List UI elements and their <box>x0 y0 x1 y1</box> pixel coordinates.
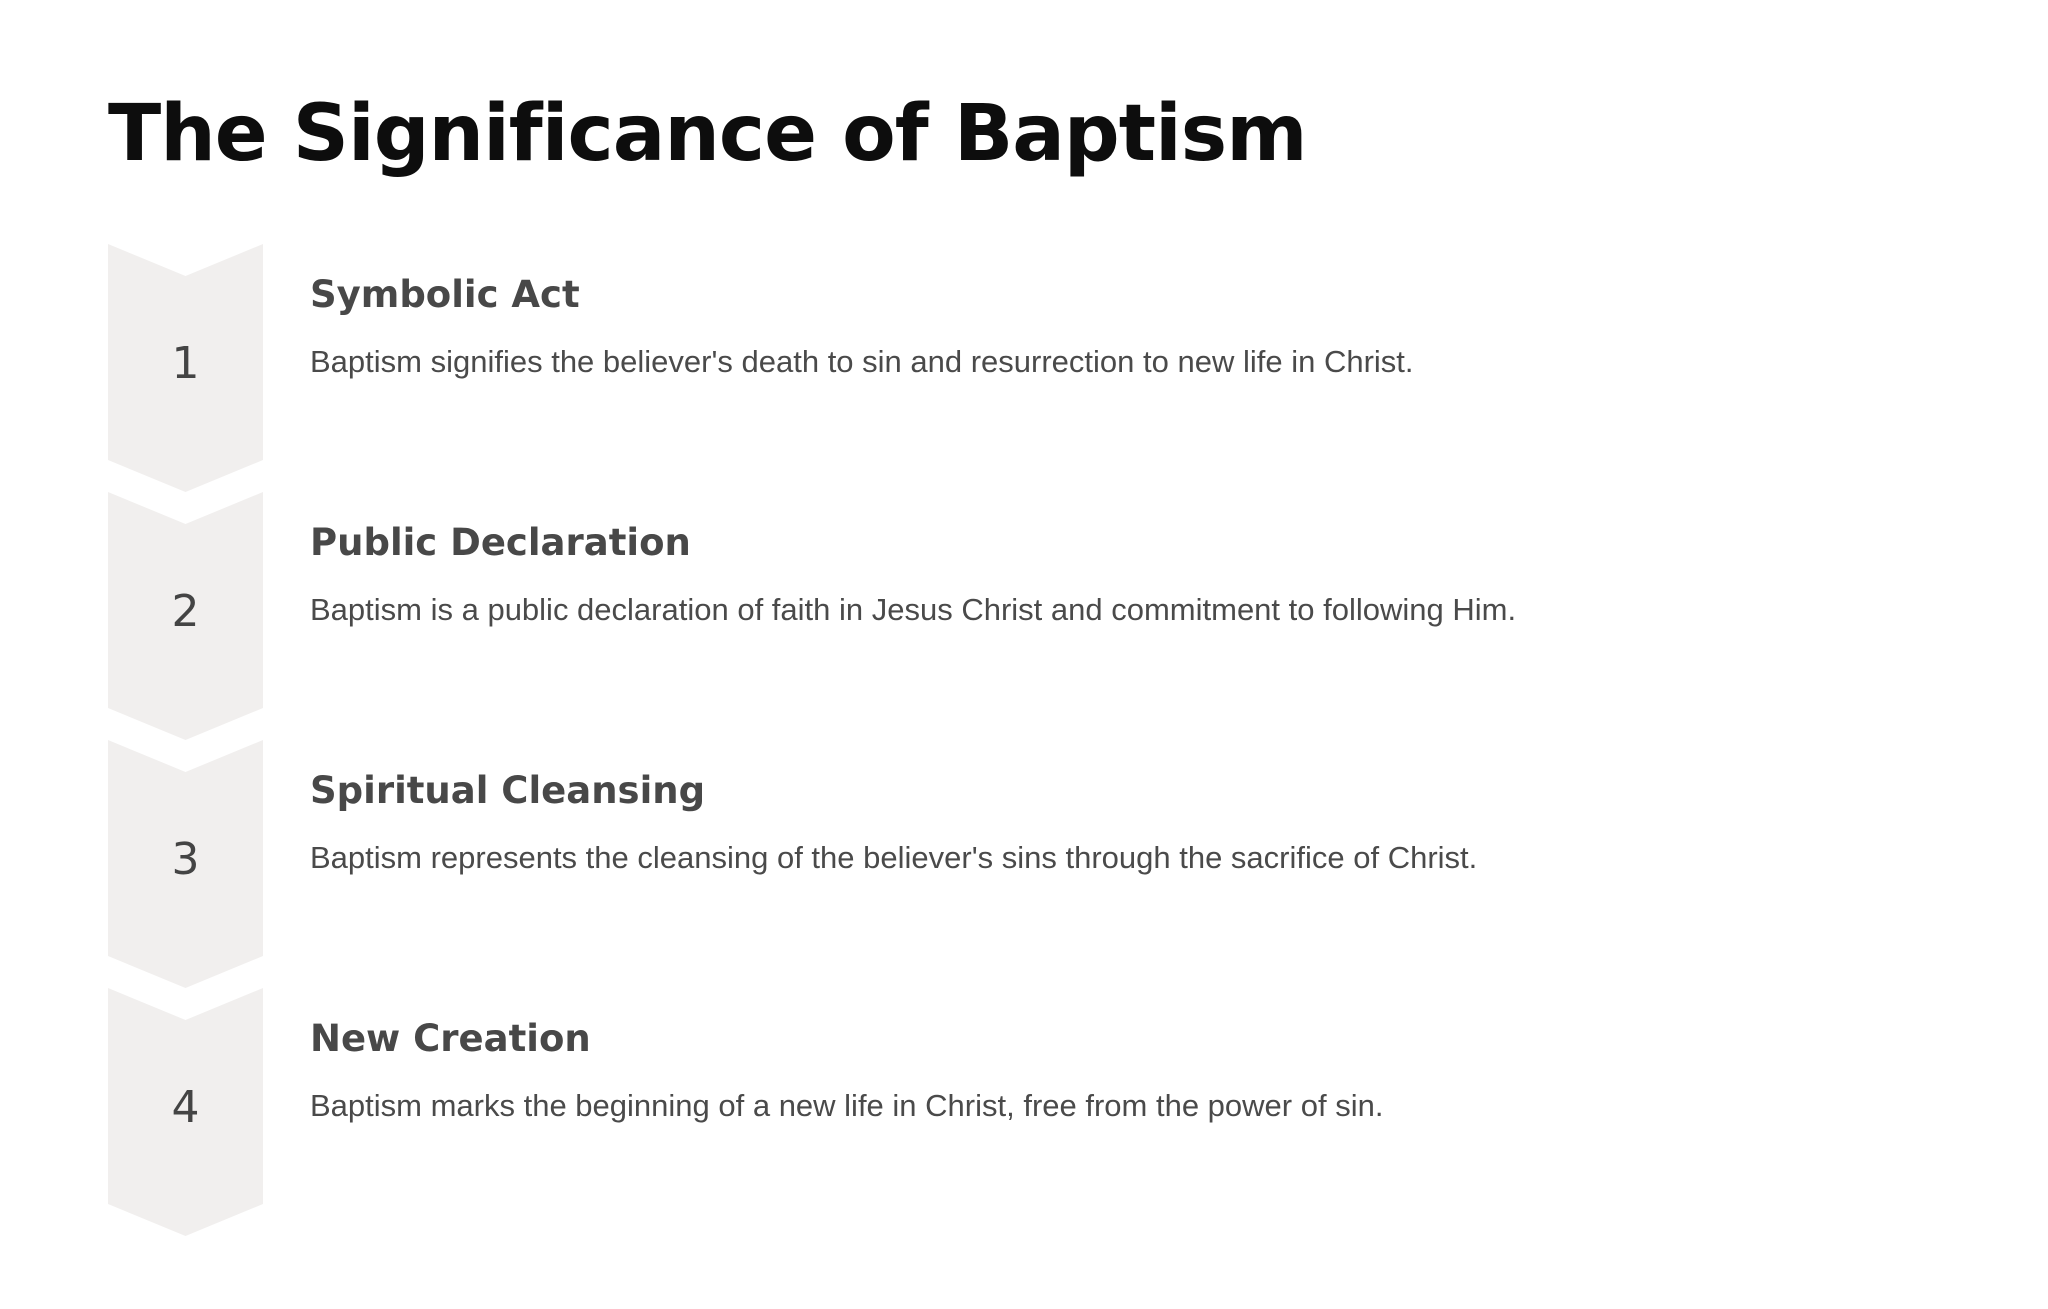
step-description: Baptism marks the beginning of a new life in Christ, free from the power of sin. <box>310 1088 1384 1123</box>
step-number: 3 <box>171 834 200 885</box>
step-number: 2 <box>171 586 200 637</box>
step-heading: Spiritual Cleansing <box>310 769 706 812</box>
step-description: Baptism signifies the believer's death to sin and resurrection to new life in Christ. <box>310 344 1414 379</box>
step-list <box>108 244 2008 1244</box>
step-number: 4 <box>171 1082 200 1133</box>
step-description: Baptism represents the cleansing of the believer's sins through the sacrifice of Christ. <box>310 840 1478 875</box>
step-item <box>108 988 2008 1236</box>
step-heading: Public Declaration <box>310 521 691 564</box>
step-description: Baptism is a public declaration of faith in Jesus Christ and commitment to following Him. <box>310 592 1517 627</box>
step-heading: New Creation <box>310 1017 591 1060</box>
step-heading: Symbolic Act <box>310 273 580 316</box>
page-title: The Significance of Baptism <box>108 89 1307 179</box>
step-item <box>108 244 2008 492</box>
step-item <box>108 492 2008 740</box>
step-item <box>108 740 2008 988</box>
step-number: 1 <box>171 338 200 389</box>
